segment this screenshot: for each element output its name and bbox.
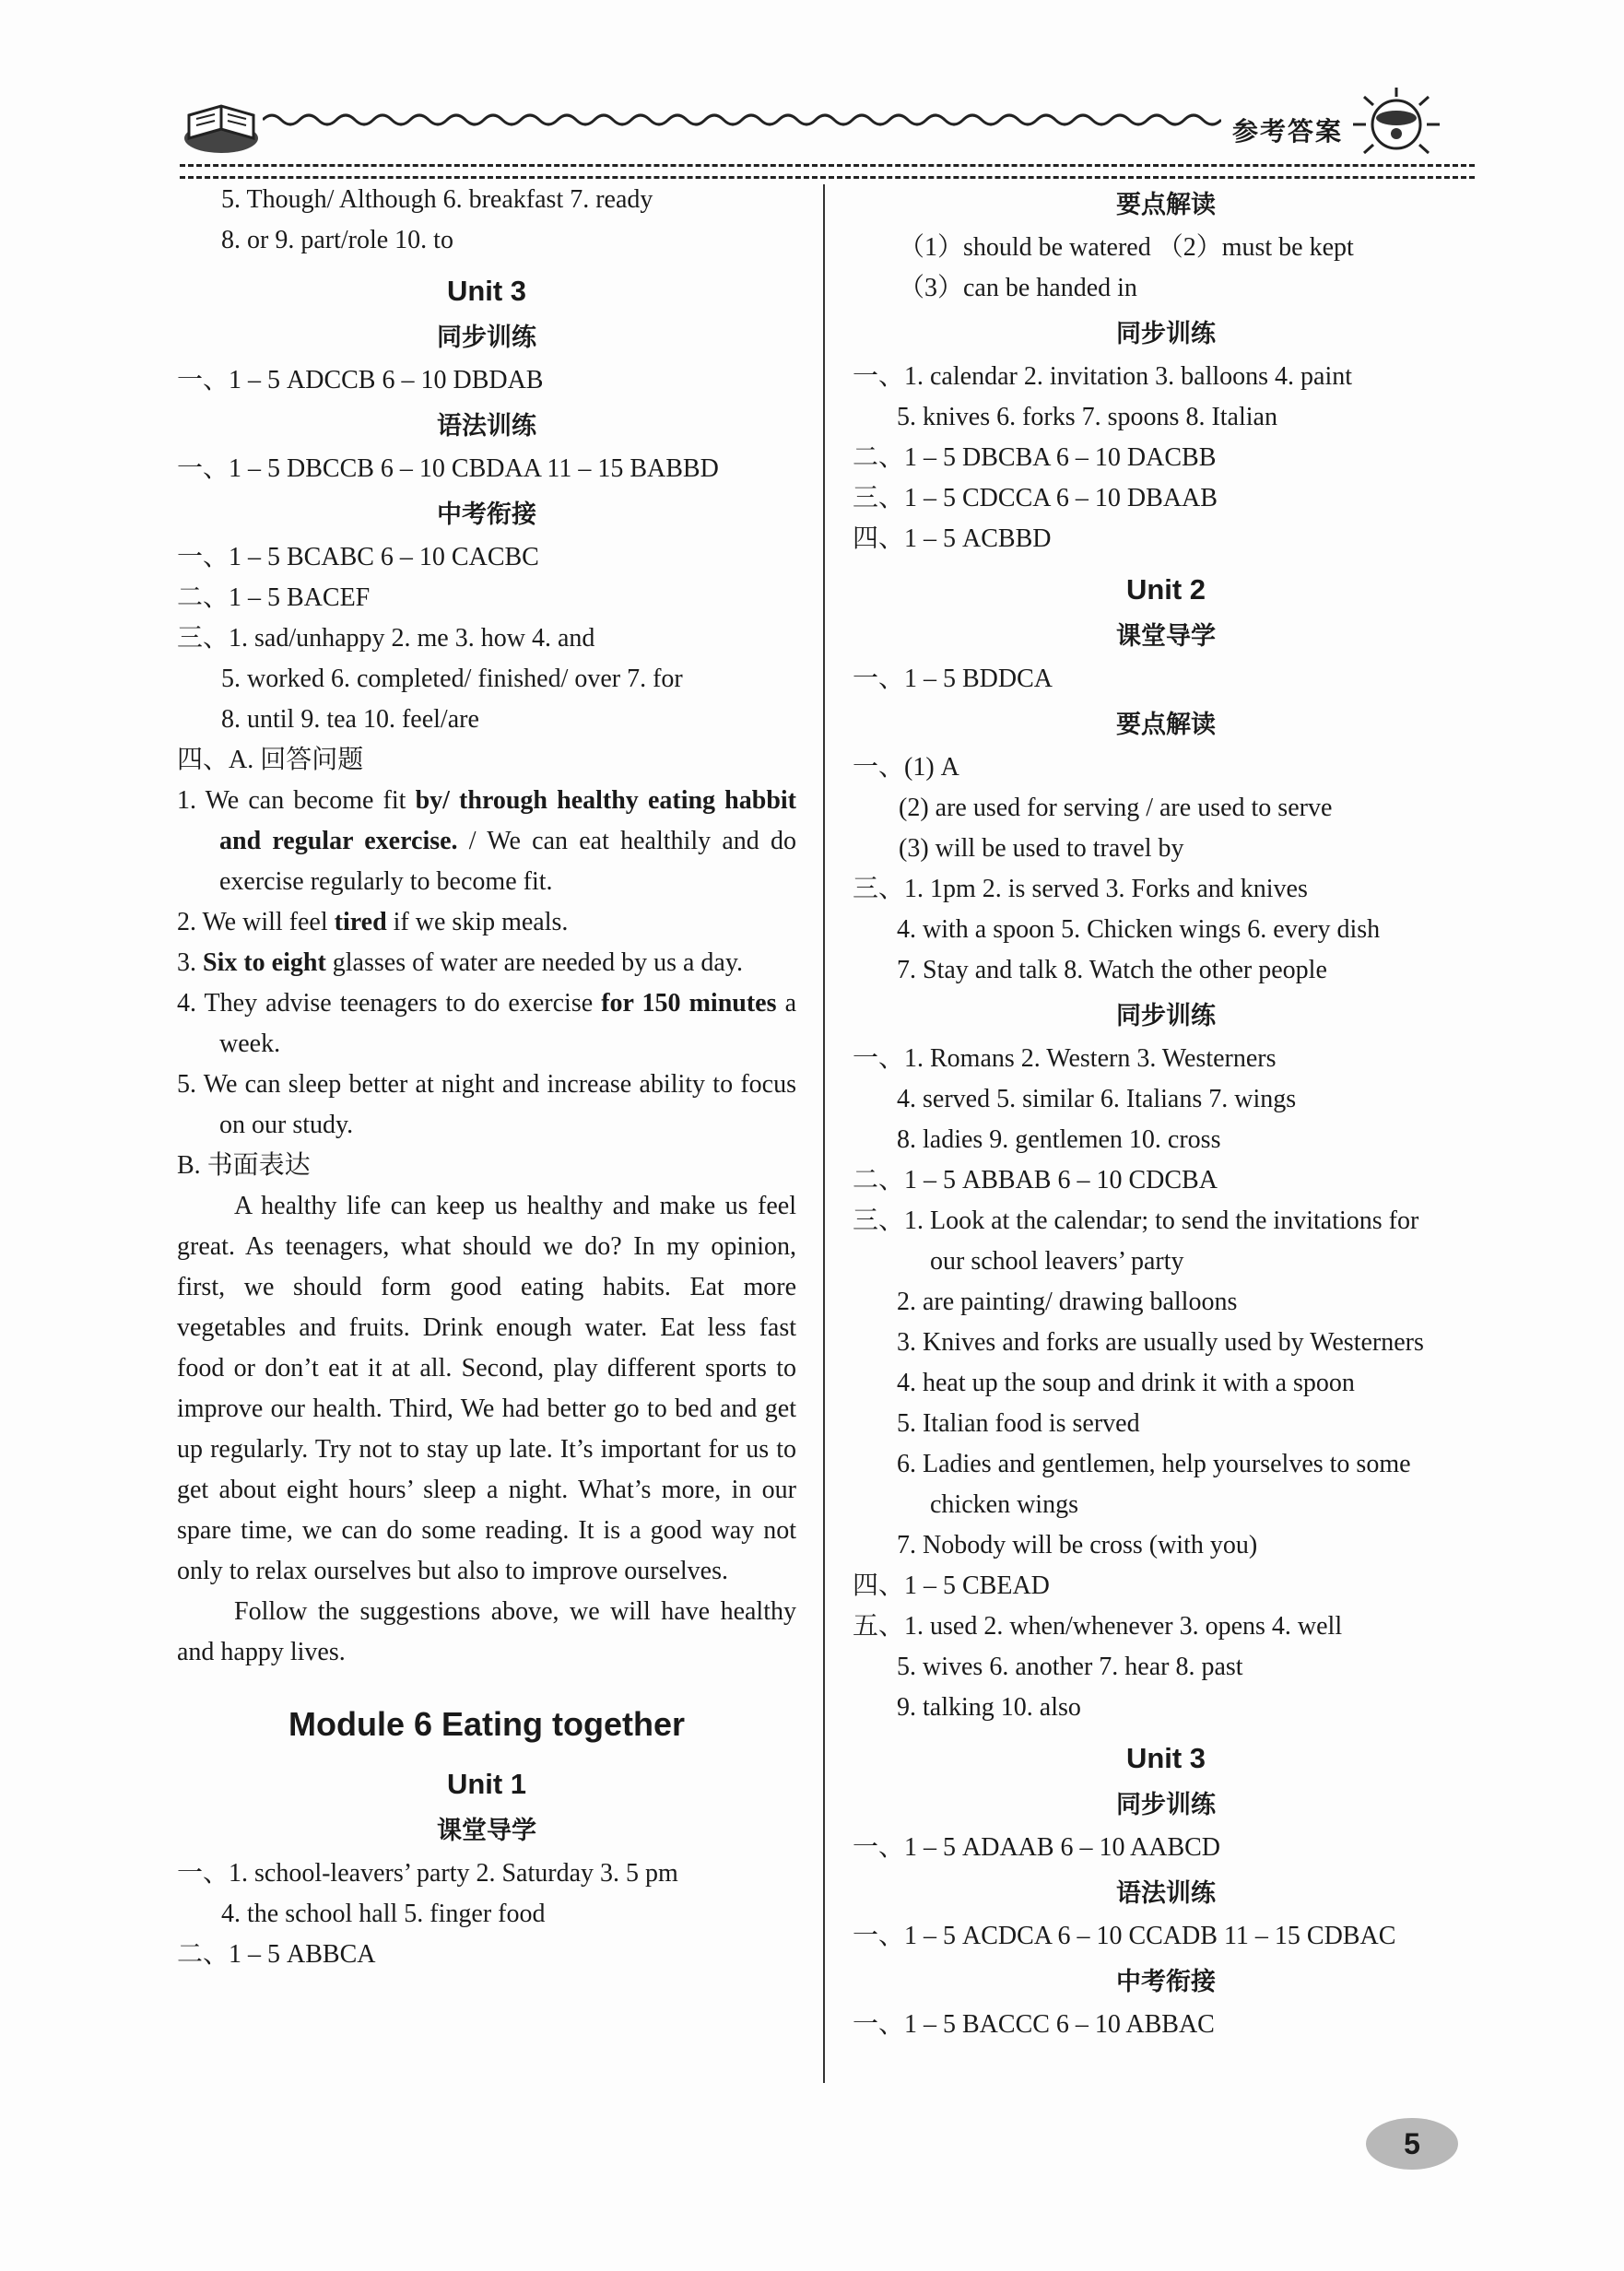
answer-line: (2) are used for serving / are used to serve bbox=[899, 794, 1333, 822]
qa-answer-5: 5. We can sleep better at night and increase ability to focus on our study. bbox=[177, 1070, 796, 1139]
answer-line: 7. Stay and talk 8. Watch the other people bbox=[897, 956, 1327, 984]
answer-line: 三、1. sad/unhappy 2. me 3. how 4. and bbox=[177, 624, 595, 653]
answer-line: 4. served 5. similar 6. Italians 7. wings bbox=[897, 1085, 1297, 1113]
answer-line: 8. ladies 9. gentlemen 10. cross bbox=[897, 1125, 1221, 1154]
answer-line: 5. worked 6. completed/ finished/ over 7. for bbox=[221, 665, 683, 693]
answer-line: 6. Ladies and gentlemen, help yourselves to some bbox=[897, 1450, 1411, 1478]
answer-line: 一、1 – 5 BACCC 6 – 10 ABBAC bbox=[853, 2010, 1215, 2039]
unit-title: Unit 1 bbox=[446, 1768, 527, 1800]
answer-line: (3) will be used to travel by bbox=[899, 834, 1184, 863]
header-title: 参考答案 bbox=[1232, 116, 1344, 147]
qa-answer-2: 2. We will feel tired if we skip meals. bbox=[177, 908, 569, 936]
answer-line: 一、1 – 5 ADCCB 6 – 10 DBDAB bbox=[177, 366, 544, 394]
section-heading: 同步训练 bbox=[1116, 320, 1216, 348]
qa-answer-3: 3. Six to eight glasses of water are needed by us a day. bbox=[177, 948, 744, 977]
answer-line: 二、1 – 5 DBCBA 6 – 10 DACBB bbox=[853, 443, 1217, 472]
answer-line: 7. Nobody will be cross (with you) bbox=[897, 1531, 1258, 1559]
unit-title: Unit 3 bbox=[1125, 1742, 1206, 1774]
answer-line: 8. until 9. tea 10. feel/are bbox=[221, 705, 479, 734]
answer-line: 四、1 – 5 ACBBD bbox=[853, 524, 1052, 553]
section-heading: 要点解读 bbox=[1116, 191, 1216, 219]
column-divider bbox=[823, 184, 825, 2083]
answer-line: 三、1. 1pm 2. is served 3. Forks and knives bbox=[853, 875, 1308, 903]
answer-line: （3）can be handed in bbox=[899, 274, 1137, 302]
answer-line: 4. with a spoon 5. Chicken wings 6. every dish bbox=[897, 915, 1381, 944]
answer-line: （1）should be watered （2）must be kept bbox=[899, 233, 1354, 262]
answer-line: 一、(1) A bbox=[853, 753, 959, 782]
header-wave-decoration bbox=[263, 106, 1221, 134]
answer-line: 2. are painting/ drawing balloons bbox=[897, 1288, 1238, 1316]
header-rule bbox=[180, 164, 1475, 179]
section-heading: 同步训练 bbox=[437, 324, 536, 352]
writing-label: B. 书面表达 bbox=[177, 1151, 311, 1180]
qa-answer-4: 4. They advise teenagers to do exercise for 150 minutes a week. bbox=[177, 989, 796, 1058]
answer-line: 5. knives 6. forks 7. spoons 8. Italian bbox=[897, 403, 1277, 431]
section-heading: 同步训练 bbox=[1116, 1791, 1216, 1819]
answer-line: our school leavers’ party bbox=[930, 1247, 1184, 1276]
answer-line: 一、1 – 5 BCABC 6 – 10 CACBC bbox=[177, 543, 539, 571]
section-heading: 语法训练 bbox=[1116, 1879, 1216, 1908]
unit-title: Unit 2 bbox=[1125, 573, 1206, 606]
answer-line: 4. the school hall 5. finger food bbox=[221, 1900, 546, 1928]
answer-line: 一、1 – 5 ADAAB 6 – 10 AABCD bbox=[853, 1833, 1221, 1862]
answer-line: 一、1. calendar 2. invitation 3. balloons 4. paint bbox=[853, 362, 1353, 391]
answer-line: 一、1 – 5 DBCCB 6 – 10 CBDAA 11 – 15 BABBD bbox=[177, 454, 719, 483]
left-column bbox=[177, 180, 796, 1975]
answer-line: 5. Italian food is served bbox=[897, 1409, 1140, 1438]
module-title: Module 6 Eating together bbox=[288, 1705, 685, 1743]
qa-answer-1: 1. We can become fit by/ through healthy eating habbit and regular exercise. / We can eat healthily and do exercise regularly to become fit. bbox=[177, 786, 797, 896]
answer-line: 三、1 – 5 CDCCA 6 – 10 DBAAB bbox=[853, 484, 1218, 512]
page-number: 5 bbox=[1366, 2118, 1458, 2170]
section-heading: 同步训练 bbox=[1116, 1002, 1216, 1030]
answer-line: 3. Knives and forks are usually used by Westerners bbox=[897, 1328, 1424, 1357]
answer-line: 5. Though/ Although 6. breakfast 7. ready bbox=[221, 185, 653, 214]
section-heading: 课堂导学 bbox=[1116, 622, 1216, 651]
answer-line: 一、1. school-leavers’ party 2. Saturday 3. 5 pm bbox=[177, 1859, 678, 1888]
right-column bbox=[853, 180, 1479, 2045]
answer-line: 二、1 – 5 ABBAB 6 – 10 CDCBA bbox=[853, 1166, 1218, 1194]
answer-line: 一、1 – 5 BDDCA bbox=[853, 665, 1053, 693]
answer-line: 一、1. Romans 2. Western 3. Westerners bbox=[853, 1044, 1277, 1073]
answer-line: 三、1. Look at the calendar; to send the invitations for bbox=[853, 1206, 1419, 1235]
answer-line: 一、1 – 5 ACDCA 6 – 10 CCADB 11 – 15 CDBAC bbox=[853, 1922, 1396, 1950]
answer-line: 4. heat up the soup and drink it with a spoon bbox=[897, 1369, 1355, 1397]
answer-line: 5. wives 6. another 7. hear 8. past bbox=[897, 1653, 1243, 1681]
section-heading: 要点解读 bbox=[1116, 711, 1216, 739]
answer-line: chicken wings bbox=[930, 1490, 1078, 1519]
sun-mascot-icon bbox=[1346, 83, 1447, 166]
section-heading: 语法训练 bbox=[437, 412, 536, 441]
answer-line: 四、A. 回答问题 bbox=[177, 746, 364, 774]
answer-line: 9. talking 10. also bbox=[897, 1693, 1081, 1722]
answer-line: 二、1 – 5 ABBCA bbox=[177, 1940, 376, 1969]
section-heading: 中考衔接 bbox=[437, 500, 536, 529]
answer-line: 8. or 9. part/role 10. to bbox=[221, 226, 453, 254]
section-heading: 中考衔接 bbox=[1116, 1968, 1216, 1996]
essay-paragraph-1: A healthy life can keep us healthy and make us feel great. As teenagers, what should we do? In my opinion, first, we should form good eating habits. Eat more vegetables and fruits. Drink enough water. Eat less fast food or don’t eat it at all. Second, play different sports to improve our health. Third, We had better go to bed and get up regularly. Try not to stay up late. It’s important for us to get about eight hours’ sleep a night. What’s more, in our spare time, we can do some reading. It is a good way not only to relax ourselves but also to improve ourselves. bbox=[177, 1192, 796, 1585]
answer-line: 五、1. used 2. when/whenever 3. opens 4. well bbox=[853, 1612, 1343, 1641]
unit-title: Unit 3 bbox=[446, 275, 527, 307]
section-heading: 课堂导学 bbox=[437, 1817, 536, 1845]
answer-line: 二、1 – 5 BACEF bbox=[177, 583, 371, 612]
answer-line: 四、1 – 5 CBEAD bbox=[853, 1571, 1050, 1600]
essay-paragraph-2: Follow the suggestions above, we will have healthy and happy lives. bbox=[177, 1597, 796, 1666]
book-icon bbox=[180, 88, 263, 161]
